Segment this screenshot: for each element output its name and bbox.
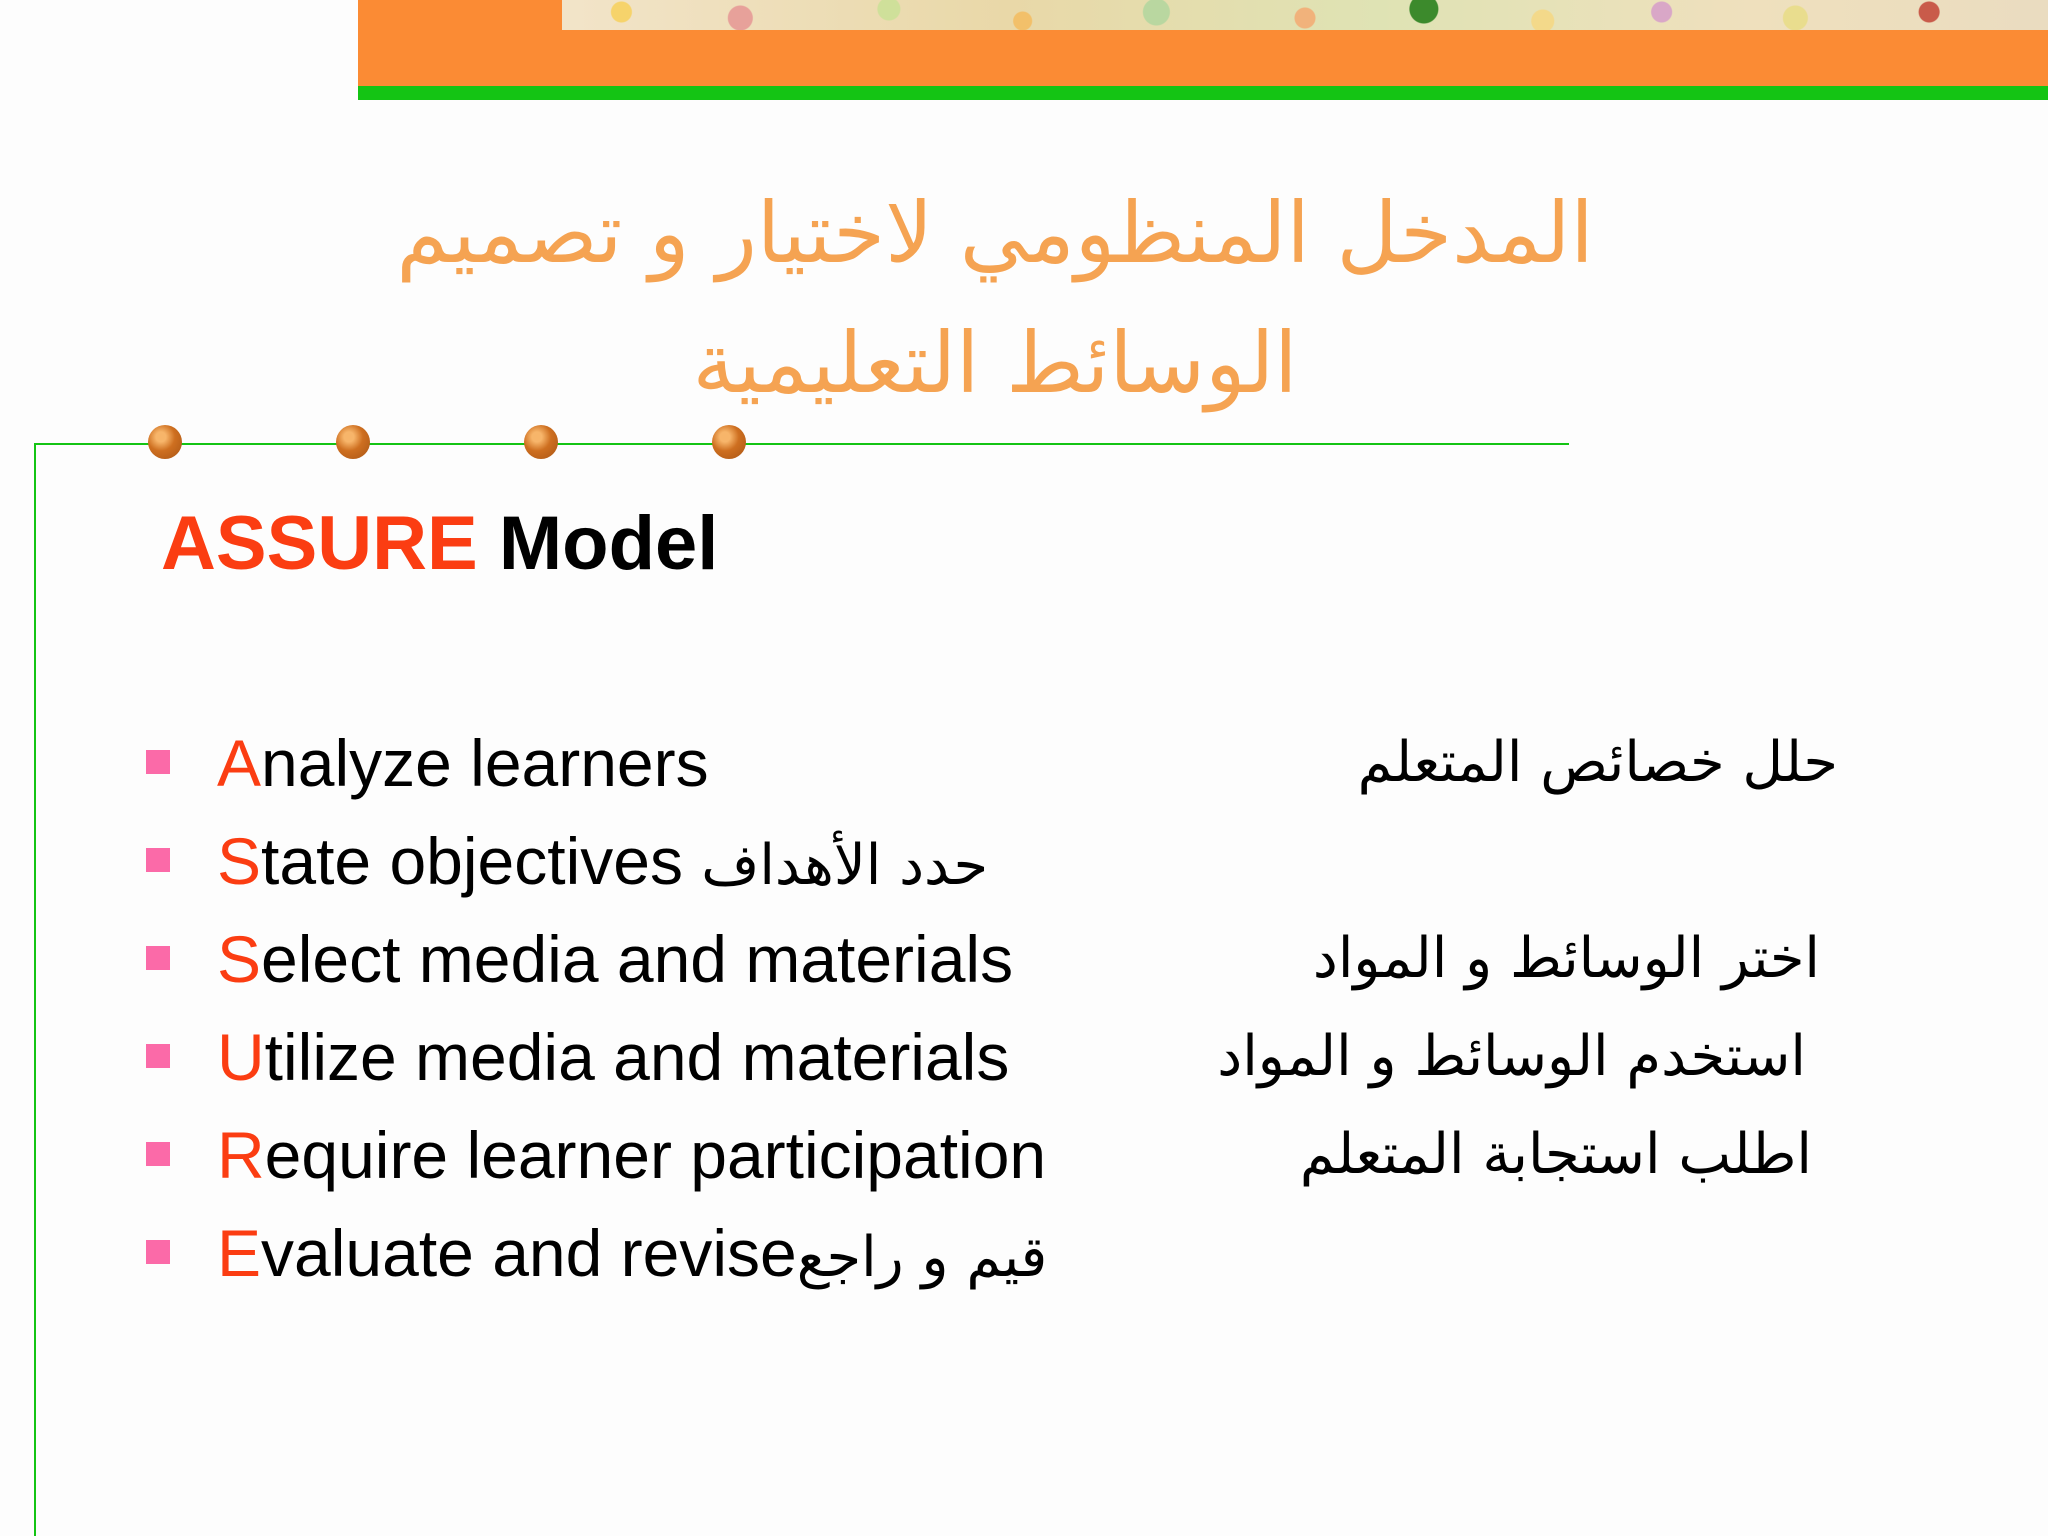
list-item-english [217,1110,1046,1200]
header-flower-image [562,0,2048,30]
list-item-english [217,1208,1047,1303]
list-item-text: tate objectives [261,824,702,898]
model-heading-rest: Model [477,501,719,586]
list-item-initial: A [217,726,262,800]
list-item-text: equire learner participation [264,1118,1047,1192]
list-item-text: tilize media and materials [264,1020,1010,1094]
list-item-arabic: اطلب استجابة المتعلم [1299,1122,1812,1187]
list-item-english [217,1012,1009,1102]
divider-dot-icon [336,425,370,459]
divider-horizontal-line [34,443,1569,445]
model-heading [161,500,718,587]
title-line-1: المدخل المنظومي لاختيار و تصميم [396,184,1594,282]
bullet-square-icon [146,1044,170,1068]
title-line-2: الوسائط التعليمية [692,314,1298,412]
list-item-evaluate [0,1208,2048,1298]
header-green-band [358,86,2048,100]
list-item-require [0,1110,2048,1200]
list-item-analyze [0,718,2048,808]
list-item-arabic: حلل خصائص المتعلم [1357,730,1838,795]
list-item-initial: S [217,922,262,996]
list-item-arabic: استخدم الوسائط و المواد [1217,1024,1806,1089]
list-item-state [0,816,2048,906]
model-heading-accent: ASSURE [161,501,478,586]
list-item-english [217,816,988,911]
list-item-arabic: اختر الوسائط و المواد [1312,926,1820,991]
divider-dot-icon [524,425,558,459]
list-item-arabic-inline: قيم و راجع [796,1225,1048,1290]
list-item-initial: U [217,1020,265,1094]
list-item-text: elect media and materials [261,922,1014,996]
list-item-text: valuate and revise [261,1216,797,1290]
list-item-english [217,718,709,808]
list-item-english [217,914,1013,1004]
list-item-text: nalyze learners [261,726,709,800]
divider-dot-icon [712,425,746,459]
bullet-square-icon [146,1240,170,1264]
bullet-square-icon [146,1142,170,1166]
list-item-utilize [0,1012,2048,1102]
list-item-arabic-inline: حدد الأهداف [701,833,989,898]
bullet-square-icon [146,848,170,872]
divider-dot-icon [148,425,182,459]
list-item-initial: R [217,1118,265,1192]
bullet-square-icon [146,750,170,774]
slide-title [330,168,1660,428]
bullet-square-icon [146,946,170,970]
list-item-select [0,914,2048,1004]
list-item-initial: E [217,1216,262,1290]
list-item-initial: S [217,824,262,898]
